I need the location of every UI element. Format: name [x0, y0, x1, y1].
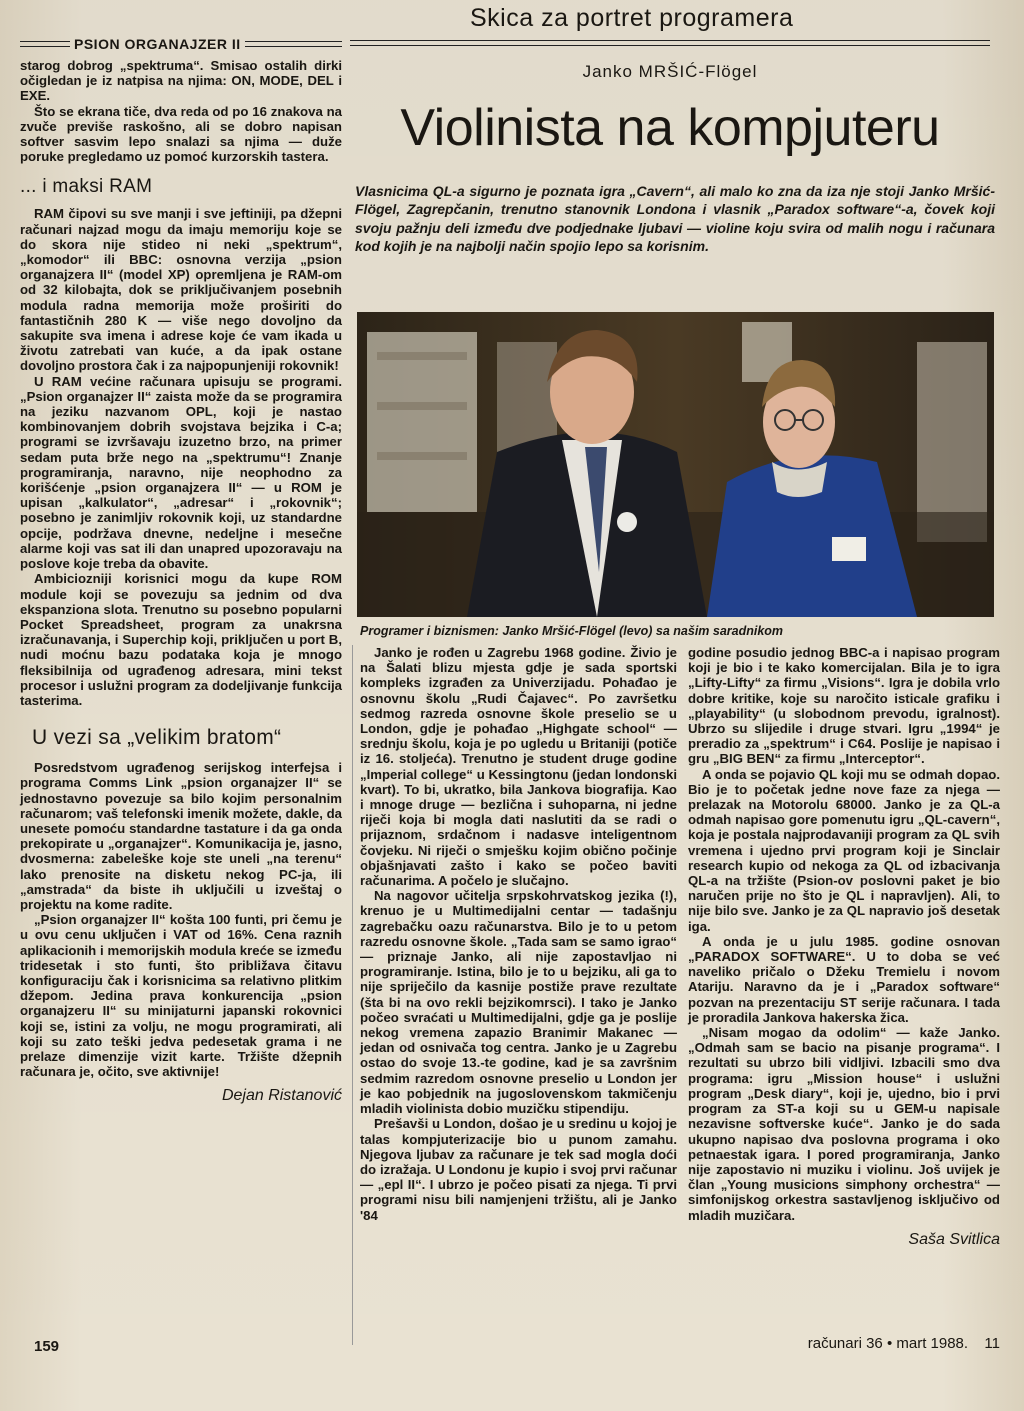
- magazine-issue: računari 36 • mart 1988.: [807, 1335, 969, 1352]
- right-paragraph-3: A onda je u julu 1985. godine osnovan „PARADOX SOFTWARE“. U to doba se već naveliko pričalo o Džeku Tremielu i novom Atariju. Naravno da je i „Paradox software“ pozvan na prezentaciju ST serije računara. I tada je proradila Jankova hakerska žica.: [688, 933, 1000, 1025]
- photo-illustration: [357, 312, 994, 617]
- middle-column: [360, 645, 677, 1223]
- vezi-paragraph-2: „Psion organajzer II“ košta 100 funti, pri čemu je u ovu cenu uključen i VAT od 16%. Cena raznih aplikacionih i memorijskih modula kreće se između tridesetak i sto funti, što približava čitavu konfiguraciju čak i korisnicima sa relativno plitkim džepom. Jedina prava konkurencija „psion organajzeru II“ su minijaturni japanski rokovnici koji se, istini za volju, ne mogu programirati, ali koji su zato teški jedva pedesetak grama i ne prelaze dimenzije vizit karte. Tržište džepnih računara je, očito, sve aktivnije!: [20, 912, 342, 1080]
- subheading-veliki-brat: U vezi sa „velikim bratom“: [32, 726, 282, 750]
- left-column: [20, 36, 342, 1105]
- rule-right: [245, 41, 342, 47]
- series-title: Skica za portret programera: [470, 4, 794, 32]
- subheading-ram: ... i maksi RAM: [20, 176, 153, 198]
- intro-paragraph-1: starog dobrog „spektruma“. Smisao ostalih dirki očigledan je iz natpisa na njima: ON, MODE, DEL i EXE.: [20, 58, 342, 104]
- article-author: Janko MRŠIĆ-Flögel: [582, 62, 758, 81]
- right-paragraph-4: „Nisam mogao da odolim“ — kaže Janko. „Odmah sam se bacio na pisanje programa“. I rezultati su ubrzo bili vidljivi. Izbacili smo dva programa: igru „Mission house“ i uslužni program „Desk diary“, koji je, ujedno, bio i prvi program za ST-a koji su u GEM-u napisale nezavisne softverske kuće“. Janko je do sada ukupno napisao dva poslovna programa i oko petnaestak igara. I pored programiranja, Janko nije zapostavio ni muziku i violinu. Još uvijek je član „Young musicions simphony orchestra“ — simfonijskog orkestra sastavljenog isključivo od mladih muzičara.: [688, 1025, 1000, 1223]
- footer-right: [808, 1335, 1000, 1352]
- mid-paragraph-1: Janko je rođen u Zagrebu 1968 godine. Živio je na Šalati blizu mjesta gdje je sada sportski kompleks izgrađen za Univerzijadu. Pohađao je osnovnu školu „Rudi Čajavec“. Po završetku sedmog razreda osnovne škole preselio se u London, gdje je pohađao „Highgate school“ — srednju školu, koja je po ugledu u Britaniji (potiče iz 16. stoljeća). Trenutno je student druge godine „Imperial college“ u Kessingtonu (jedan londonski kvart). To bi, ukratko, bila Jankova biografija. Kao i mnoge druge — bezlična i suhoparna, ni jedne riječi koja bi mogla dati naslutiti da se radi o prijaznom, srdačnom i nadasve inteligentnom čovjeku. Ni riječi o smješku kojim obično počinje objašnjavati zašto i kako se počeo baviti računarima. A počelo je slučajno.: [360, 645, 677, 889]
- column-divider: [352, 645, 353, 1345]
- right-paragraph-1: godine posudio jednog BBC-a i napisao program koji je bio i te kako komercijalan. Bila je to igra „Lifty-Lifty“ za firmu „Visions“. Igra je dobila vrlo dobre kritike, koje su naročito isticale grafiku i „playability“ (u slobodnom prevodu, igralnost). Ubrzo su slijedile i druge stvari. Igru „1994“ je preradio za „spektrum“ i C64. Poslije je napisao i gru „BIG BEN“ za firmu „Interceptor“.: [688, 645, 1000, 767]
- right-paragraph-2: A onda se pojavio QL koji mu se odmah dopao. Bio je to početak jedne nove faze za njega — prelazak na Motorolu 68000. Janko je za QL-a odmah napisao gore pomenutu igru „QL-cavern“, koja je postala najprodavaniji program za QL svih vremena i ujedno prvi program koji je Sinclair research kupio od nekoga za QL od izbacivanja QL-a na tržište (Psion-ov poslovni paket je bio naručen prije no što je QL i napravljen). Ali, to nije bilo sve. Janko je za QL napravio još desetak iga.: [688, 766, 1000, 934]
- ram-paragraph-2: U RAM većine računara upisuju se programi. „Psion organajzer II“ zaista može da se programira na jeziku nazvanom OPL, koji je nastao kombinovanjem dobrih svojstava bejzika i C-a; programi se izvršavaju izuzetno brzo, na primer sedam puta brže nego na „spektrumu“! Znanje programiranja, naravno, nije neophodno za korišćenje „psion organajzera II“ — u ROM je upisan „kalkulator“, „adresar“ i „rokovnik“; posebno je zanimljiv rokovnik koji, uz standardne opcije, podržava dnevne, nedeljne i mesečne alarme koji vas sat ili dan unapred upozoravaju na poslove koje treba da obavite.: [20, 373, 342, 572]
- right-column: [688, 645, 1000, 1249]
- page-number-left: 159: [34, 1338, 60, 1355]
- page-number-right: 11: [984, 1335, 1000, 1352]
- right-man-badge: [832, 537, 866, 561]
- section-header: [20, 36, 342, 52]
- intro-paragraph-2: Što se ekrana tiče, dva reda od po 16 znakova na zvuče previše raskošno, ali se dobro napisan softver sasvim lepo snalazi sa njima — duže poruke pregledamo uz pomoć kurzorskih tastera.: [20, 103, 342, 165]
- article-lead: Vlasnicima QL-a sigurno je poznata igra „Cavern“, ali malo ko zna da iza nje stoji Janko Mršić-Flögel, Zagrepčanin, trenutno stanovnik Londona i vlasnik „Paradox software“-a, čovek koji svoju pažnju deli između dve podjednake ljubavi — violine koju svira od malih nogu i računara kod kojih je na najbolji način spojio lepo sa korisnim.: [355, 183, 995, 255]
- photo-caption: Programer i biznismen: Janko Mršić-Flögel (levo) sa našim saradnikom: [360, 624, 784, 638]
- mid-paragraph-3: Prešavši u London, došao je u sredinu u kojoj je talas kompjuterizacije bio u punom zamahu. Njegova ljubav za računare je tek sad mogla doći do izražaja. U Londonu je kupio i svoj prvi računar — „epl II“. I ubrzo je počeo pisati za njega. Ti prvi programi nisu bili namjenjeni tržištu, ali je Janko '84: [360, 1116, 677, 1223]
- header-rule: [350, 40, 990, 46]
- left-man-badge: [617, 512, 637, 532]
- right-signature: Saša Svitlica: [908, 1230, 1000, 1248]
- rule-left: [20, 41, 70, 47]
- vezi-paragraph-1: Posredstvom ugrađenog serijskog interfejsa i programa Comms Link „psion organajzer II“ se jednostavno povezuje sa bilo kojim personalnim računarom; vaš telefonski imenik možete, dakle, da unesete pomoću standardne tastature i da ga onda prekopirate u „organajzer“. Komunikacija je, jasno, dvosmerna: zabeleške koje ste uneli „na terenu“ lako prenosite na disketu nekog PC-ja, ili „amstrada“ da biste ih uključili u izveštaj o projektu na kome radite.: [20, 760, 342, 912]
- ram-paragraph-3: Ambiciozniji korisnici mogu da kupe ROM module koji se povezuju sa jednim od dva ekspanziona slota. Trenutno su posebno popularni Pocket Spreadsheet, program za unakrsna izračunavanja, i Superchip koji, priključen u port B, nudi moćnu bazu podataka koja je mnogo fleksibilnija od ugrađenog adresara, mini tekst procesor i uslužni program za dodeljivanje funkcija tasterima.: [20, 571, 342, 708]
- section-title: PSION ORGANAJZER II: [74, 36, 241, 52]
- left-signature: Dejan Ristanović: [221, 1087, 342, 1105]
- article-photo: [357, 312, 994, 617]
- ram-paragraph-1: RAM čipovi su sve manji i sve jeftiniji, pa džepni računari najzad mogu da imaju memoriju koje se do skora nije stideo ni neki „spektrum“, „komodor“ ili BBC: osnovna verzija „psion organajzera II“ (model XP) opremljena je RAM-om od 32 kilobajta, dok se priključivanjem posebnih modula radna memorija može proširiti do fantastičnih 280 K — više nego dovoljno da sakupite sva imena i adrese koje će vam ikada u životu zatrebati van kuće, a da ipak ostane dovoljno prostora čak i za najpopunjeniji rokovnik!: [20, 206, 342, 374]
- mid-paragraph-2: Na nagovor učitelja srpskohrvatskog jezika (!), krenuo je u Multimedijalni centar — tadašnju zagrebačku oazu računarstva. Bilo je to u petom razredu osnovne škole. „Tada sam se samo igrao“ — priznaje Janko, ali nije zapostavljao ni programiranje. Istina, bilo je to u bejziku, ali ga to nije spriječilo da kasnije postiže prave rezultate (šta bi na ovo rekli bejzikomrsci). I tako je Janko počeo svraćati u Multimedijalni, gdje ga je poslije nekog vremena zapazio Branimir Makanec — jedan od osnivača tog centra. Janko je u Zagrebu ostao do svoje 13.-te godine, kad je sa završnim sedmim razredom osnovne preselio u London jer je kao pobjednik na jugoslovenskom takmičenju mladih violinista dobio muzičku stipendiju.: [360, 888, 677, 1117]
- article-headline: Violinista na kompjuteru: [400, 99, 940, 157]
